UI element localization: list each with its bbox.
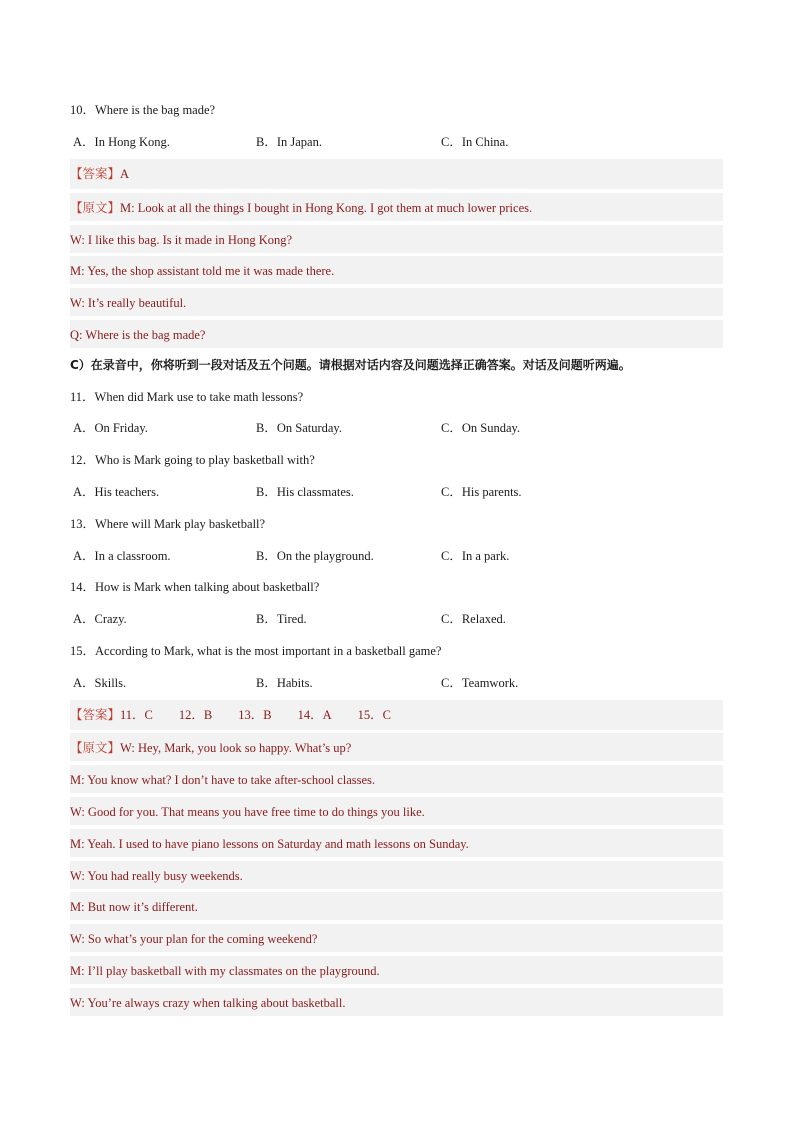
option-a: A．His teachers. (73, 485, 160, 499)
option-a: A．In a classroom. (73, 549, 171, 563)
answers-11-15 (70, 700, 723, 730)
option-c: C．In China. (441, 135, 509, 149)
transcript-c-line-2: M: You know what? I don’t have to take after-school classes. (70, 763, 723, 793)
answer-10 (70, 159, 723, 189)
transcript-c-line-7: W: So what’s your plan for the coming weekend? (70, 922, 723, 952)
answer-value: A (120, 167, 130, 181)
question-15-options (70, 668, 723, 698)
option-b: B．On Saturday. (256, 421, 342, 435)
transcript-c-line-5: W: You had really busy weekends. (70, 859, 723, 889)
transcript-10-line-2: W: I like this bag. Is it made in Hong Kong? (70, 223, 723, 253)
transcript-c-line-3: W: Good for you. That means you have free time to do things you like. (70, 795, 723, 825)
transcript-label: 【原文】 (70, 201, 121, 215)
option-c: C．His parents. (441, 485, 522, 499)
transcript-text: W: Hey, Mark, you look so happy. What’s up? (120, 741, 352, 755)
answer-13: 13．B (238, 708, 272, 722)
question-15: 15．According to Mark, what is the most important in a basketball game? (70, 644, 442, 658)
answer-label: 【答案】 (70, 708, 121, 722)
option-b: B．His classmates. (256, 485, 354, 499)
transcript-10-line-5: Q: Where is the bag made? (70, 318, 723, 348)
option-c: C．On Sunday. (441, 421, 521, 435)
option-b: B．In Japan. (256, 135, 322, 149)
answer-12: 12．B (178, 708, 213, 722)
transcript-10-line-1 (70, 191, 723, 221)
option-b: B．On the playground. (256, 549, 374, 563)
question-14-options (70, 604, 723, 634)
transcript-c-line-9: W: You’re always crazy when talking about basketball. (70, 986, 723, 1016)
option-b: B．Tired. (256, 612, 307, 626)
option-a: A．Skills. (73, 676, 127, 690)
option-a: A．In Hong Kong. (73, 135, 170, 149)
transcript-c-line-4: M: Yeah. I used to have piano lessons on Saturday and math lessons on Sunday. (70, 827, 723, 857)
transcript-c-line-1 (70, 731, 723, 761)
transcript-text: M: Look at all the things I bought in Hong Kong. I got them at much lower prices. (120, 201, 533, 215)
transcript-c-line-6: M: But now it’s different. (70, 890, 723, 920)
answer-14: 14．A (297, 708, 332, 722)
question-13: 13．Where will Mark play basketball? (70, 517, 266, 531)
option-c: C．Teamwork. (441, 676, 519, 690)
question-11-options (70, 413, 723, 443)
option-a: A．On Friday. (73, 421, 148, 435)
transcript-label: 【原文】 (70, 741, 121, 755)
transcript-c-line-8: M: I’ll play basketball with my classmates on the playground. (70, 954, 723, 984)
transcript-10-line-3: M: Yes, the shop assistant told me it was made there. (70, 254, 723, 284)
transcript-10-line-4: W: It’s really beautiful. (70, 286, 723, 316)
question-14: 14．How is Mark when talking about basketball? (70, 580, 320, 594)
option-c: C．In a park. (441, 549, 510, 563)
answer-15: 15．C (357, 708, 391, 722)
answer-11: 11．C (120, 708, 153, 722)
question-11: 11．When did Mark use to take math lessons? (70, 390, 304, 404)
question-12-options (70, 477, 723, 507)
option-c: C．Relaxed. (441, 612, 506, 626)
section-c-instructions: C）在录音中，你将听到一段对话及五个问题。请根据对话内容及问题选择正确答案。对话及问题听两遍。 (70, 358, 631, 372)
question-12: 12．Who is Mark going to play basketball with? (70, 453, 315, 467)
option-b: B．Habits. (256, 676, 313, 690)
answer-label: 【答案】 (70, 167, 121, 181)
question-10: 10．Where is the bag made? (70, 103, 216, 117)
option-a: A．Crazy. (73, 612, 127, 626)
question-13-options (70, 541, 723, 571)
question-10-options (70, 127, 723, 157)
